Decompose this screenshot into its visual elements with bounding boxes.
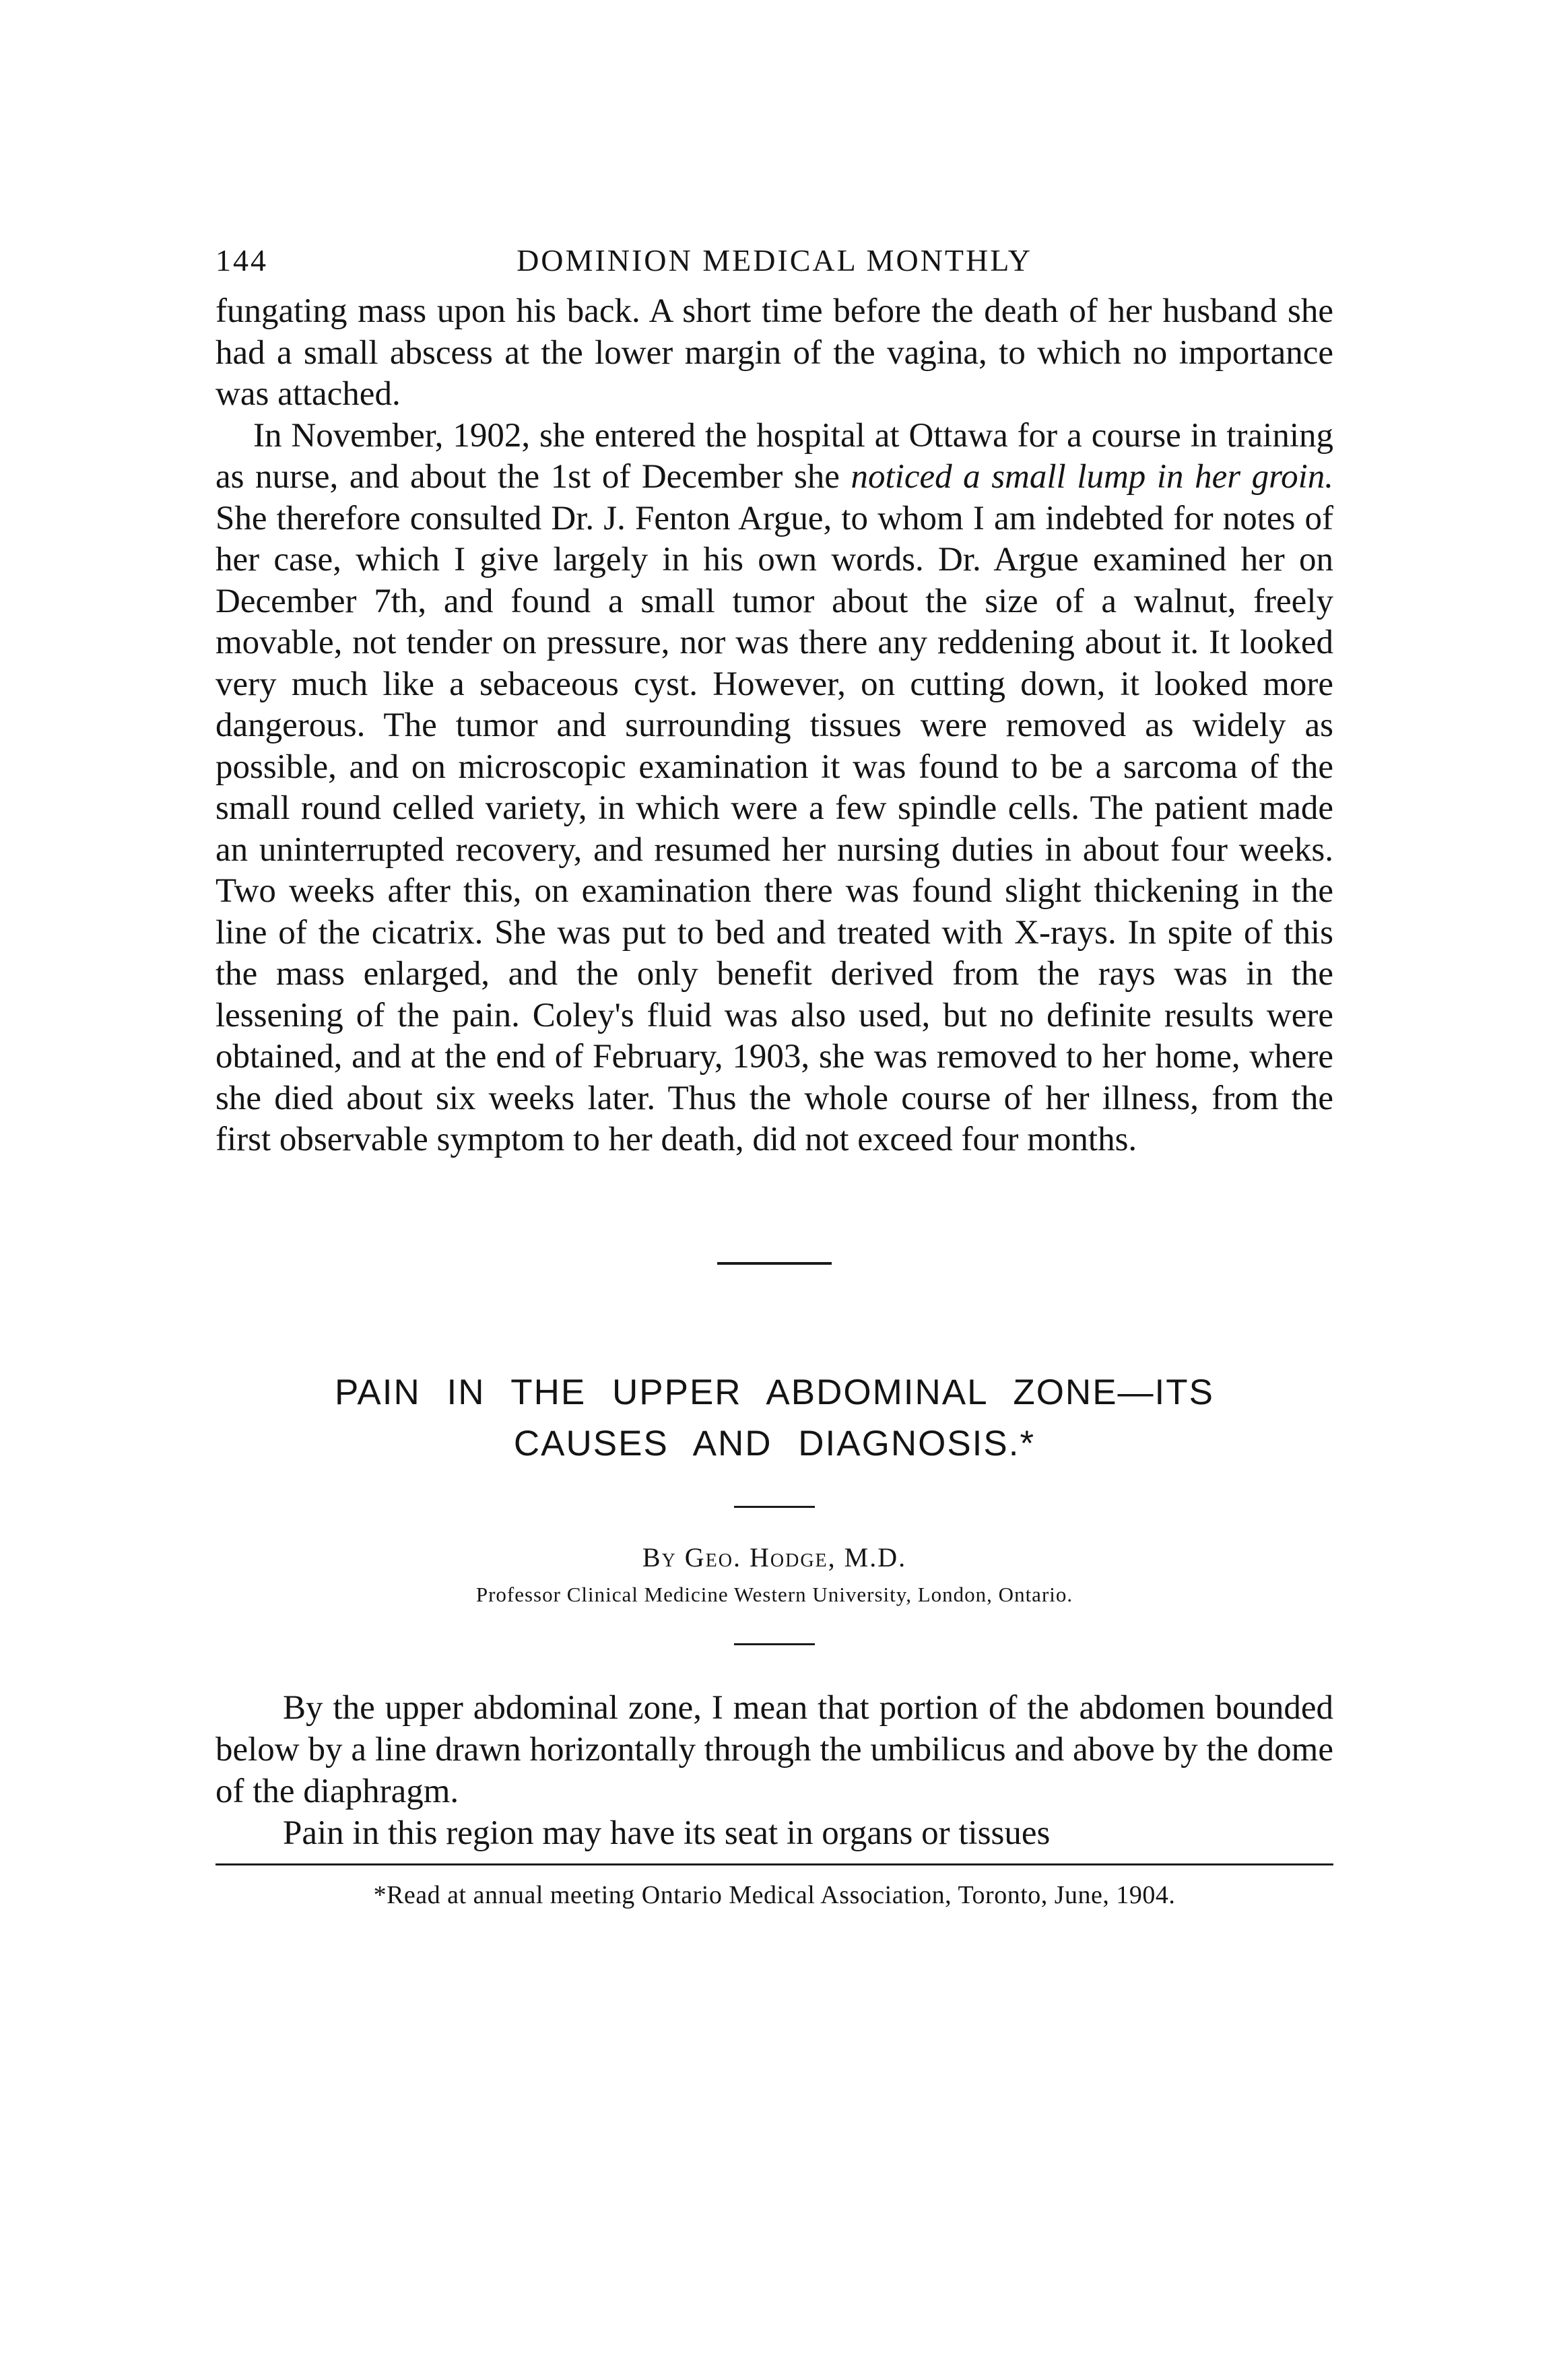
text-run: In November, 1902, she entered the hospital at Ottawa for a course in training as nurse, and about the 1st of December she	[215, 416, 1333, 496]
text-run: She therefore consulted Dr. J. Fenton Argue, to whom I am indebted for notes of her case, which I give largely in his own words. Dr. Argue examined her on December 7th, and found a small tumor about the size of a walnut, freely movable, not tender on pressure, nor was there any reddening about it. It looked very much like a sebaceous cyst. However, on cutting down, it looked more dangerous. The tumor and surrounding tissues were removed as widely as possible, and on microscopic examination it was found to be a sarcoma of the small round celled variety, in which were a few spindle cells. The patient made an uninterrupted recovery, and resumed her nursing duties in about four weeks. Two weeks after this, on examination there was found slight thickening in the line of the cicatrix. She was put to bed and treated with X-rays. In spite of this the mass enlarged, and the only benefit derived from the rays was in the lessening of the pain. Coley's fluid was also used, but no definite results were obtained, and at the end of February, 1903, she was removed to her home, where she died about six weeks later. Thus the whole course of her illness, from the first observable symptom to her death, did not exceed four months.	[215, 499, 1333, 1158]
paragraph: Pain in this region may have its seat in organs or tissues	[283, 1814, 1051, 1852]
paragraph: fungating mass upon his back. A short time before the death of her husband she had a small abscess at the lower margin of the vagina, to which no importance was attached.	[215, 292, 1333, 413]
footnote: *Read at annual meeting Ontario Medical Association, Toronto, June, 1904.	[373, 1880, 1176, 1909]
paragraph: By the upper abdominal zone, I mean that portion of the abdomen bounded below by a line drawn horizontally through the umbilicus and above by the dome of the diaphragm.	[215, 1688, 1333, 1810]
title-line: PAIN IN THE UPPER ABDOMINAL ZONE—ITS	[335, 1372, 1214, 1412]
page-number: 144	[215, 243, 268, 277]
running-head	[215, 242, 1333, 291]
paragraph	[215, 416, 1333, 1161]
title-rule	[734, 1506, 815, 1508]
journal-page	[215, 242, 1333, 1910]
article-body	[215, 1687, 1333, 1854]
journal-title: DOMINION MEDICAL MONTHLY	[517, 243, 1032, 277]
footnote-rule	[215, 1863, 1333, 1865]
author-byline: By Geo. Hodge, M.D.	[642, 1542, 907, 1573]
byline-rule	[734, 1643, 815, 1645]
continued-article-text	[215, 291, 1333, 1161]
section-separator	[717, 1262, 832, 1265]
article-title	[215, 1367, 1333, 1469]
author-affiliation: Professor Clinical Medicine Western University, London, Ontario.	[475, 1582, 1073, 1606]
title-line: CAUSES AND DIAGNOSIS.*	[513, 1423, 1036, 1463]
italic-text-run: noticed a small lump in her groin.	[851, 458, 1333, 496]
